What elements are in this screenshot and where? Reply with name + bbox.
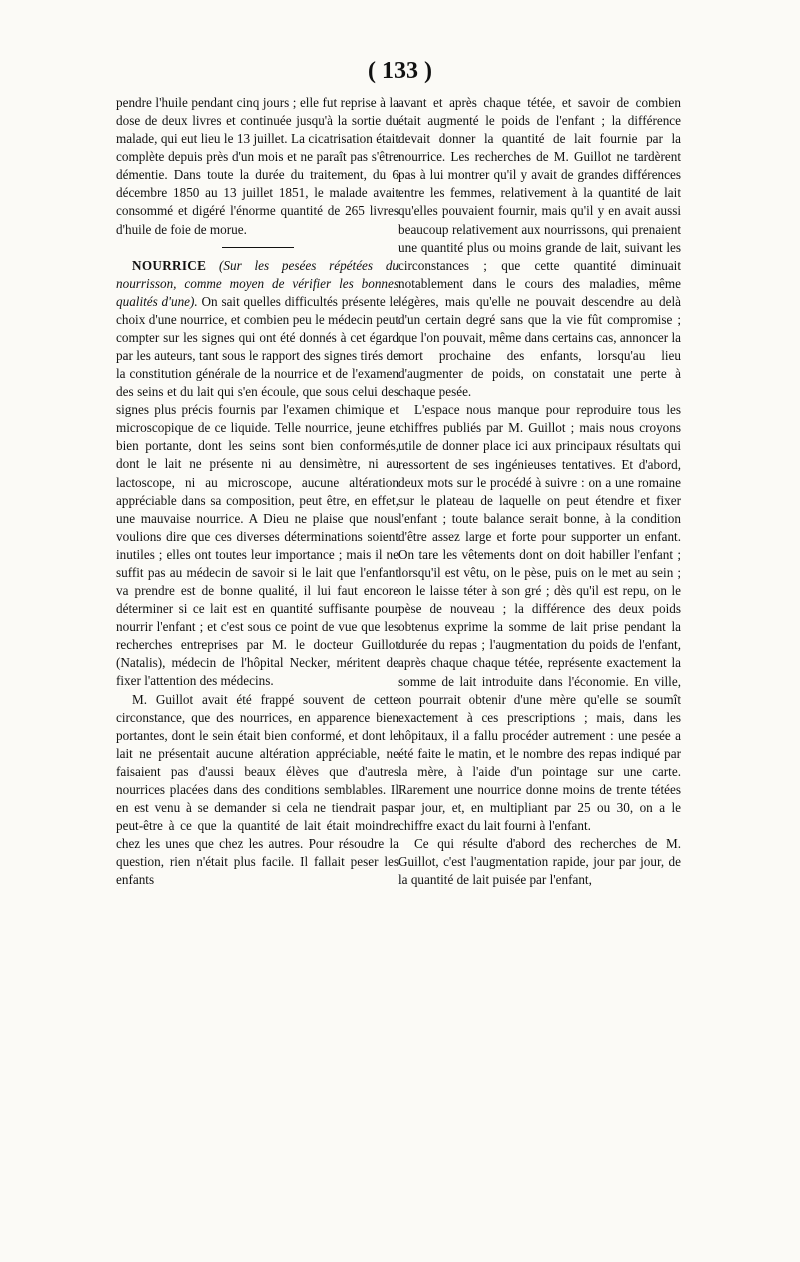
paragraph-nourrice-body: On sait quelles difficultés présente le choix d'une nourrice, et combien peu le médecin peut compter sur les signes qui ont été donnés à cet égard par les auteurs, tant sous le rapport des signes tirés de la constitution générale de la nourrice et de l'examen des seins et du lait qui s'en écoule, que sous celui des signes plus précis fournis par l'examen chimique et microscopique de ce liquide. Telle nourrice, jeune et bien portante, dont les seins sont bien conformés, dont le lait ne présente ni au densimètre, ni au lactoscope, ni au microscope, aucune altération appréciable dans sa composition, peut être, en effet, une mauvaise nourrice. A Dieu ne plaise que nous voulions dire que ces diverses déterminations soient inutiles ; elles ont toutes leur importance ; mais il ne suffit pas au médecin de savoir si le lait que l'enfant va prendre est de bonne qualité, il lui faut encore déterminer si ce lait est en quantité suffisante pour nourrir l'enfant ; et c'est sous ce point de vue que les recherches entreprises par M. le docteur Guillot (Natalis), médecin de l'hôpital Necker, méritent de fixer l'attention des médecins. xyxy=(116,293,400,689)
page-number: ( 133 ) xyxy=(368,58,432,84)
paragraph-pesees-continuation: avant et après chaque tétée, et savoir de combien était augmenté le poids de l'enfant ; la différence devait donner la quantité de lait fournie par la nourrice. Les recherches de M. Guillot ne tardèrent pas à lui montrer qu'il y avait de grandes différences entre les femmes, relativement à la quantité de lait qu'elles pouvaient fournir, mais qu'il y en avait aussi beaucoup relativement aux nourrissons, qui prenaient une quantité plus ou moins grande de lait, suivant les circonstances ; que cette quantité diminuait notablement dans le cours des maladies, même légères, mais qu'elle ne pouvait descendre au delà d'un certain degré sans que la vie fût compromise ; que l'on pouvait, même dans certains cas, annoncer la mort prochaine des enfants, lorsqu'au lieu d'augmenter de poids, on constatait une perte à chaque pesée. xyxy=(398,95,681,400)
section-divider xyxy=(116,239,399,257)
paragraph-nourrice-intro xyxy=(116,257,399,691)
left-column xyxy=(116,94,399,889)
paragraph-resultats: Ce qui résulte d'abord des recherches de M. Guillot, c'est l'augmentation rapide, jour par jour, de la quantité de lait puisée par l'enfant, xyxy=(398,836,681,888)
paragraph-guillot-observation: M. Guillot avait été frappé souvent de cette circonstance, que des nourrices, en apparence bien portantes, dont le sein était bien conformé, et dont le lait ne présentait aucune altération appréciable, ne faisaient pas d'aussi beaux élèves que d'autres nourrices placées dans des conditions semblables. Il en est venu à se demander si cela ne tiendrait pas peut-être à ce que la quantité de lait était moindre chez les unes que chez les autres. Pour résoudre la question, rien n'était plus facile. Il fallait peser les enfants xyxy=(116,691,399,888)
right-column xyxy=(398,94,681,889)
article-subtitle: (Sur les pesées répétées du nourrisson, comme moyen de vérifier les bonnes qualités d'une). xyxy=(116,257,400,309)
paragraph-huile-continuation: pendre l'huile pendant cinq jours ; elle fut reprise à la dose de deux livres et continuée jusqu'à la sortie du malade, qui eut lieu le 13 juillet. La cicatrisation était complète depuis près d'un mois et ne paraît pas s'être démentie. Dans toute la durée du traitement, du 6 décembre 1850 au 13 juillet 1851, le malade avait consommé et digéré l'énorme quantité de 265 livres d'huile de foie de morue. xyxy=(116,95,399,237)
divider-rule xyxy=(222,247,294,248)
article-heading: NOURRICE xyxy=(132,257,207,273)
paragraph-procede: L'espace nous manque pour reproduire tous les chiffres publiés par M. Guillot ; mais nous croyons utile de donner place ici aux principaux résultats qui ressortent de ses ingénieuses tentatives. Et d'abord, deux mots sur le procédé à suivre : on a une romaine sur le plateau de laquelle on peut étendre et fixer l'enfant ; toute balance serait bonne, à la condition d'être assez large et forte pour supporter un enfant. On tare les vêtements dont on doit habiller l'enfant ; lorsqu'il est vêtu, on le pèse, puis on le met au sein ; on le laisse téter à son gré ; dès qu'il est repu, on le pèse de nouveau ; la différence des deux poids obtenus exprime la somme de lait prise pendant la durée du repas ; l'augmentation du poids de l'enfant, après chaque chaque tétée, représente exactement la somme de lait introduite dans l'économie. En ville, on pourrait obtenir d'une mère qu'elle se soumît exactement à ces prescriptions ; mais, dans les hôpitaux, il a fallu procéder autrement : une pesée a été faite le matin, et le nombre des repas indiqué par la mère, à l'aide d'un pointage sur une carte. Rarement une nourrice donne moins de trente tétées par jour, et, en multipliant par 25 ou 30, on a le chiffre exact du lait fourni à l'enfant. xyxy=(398,402,681,834)
